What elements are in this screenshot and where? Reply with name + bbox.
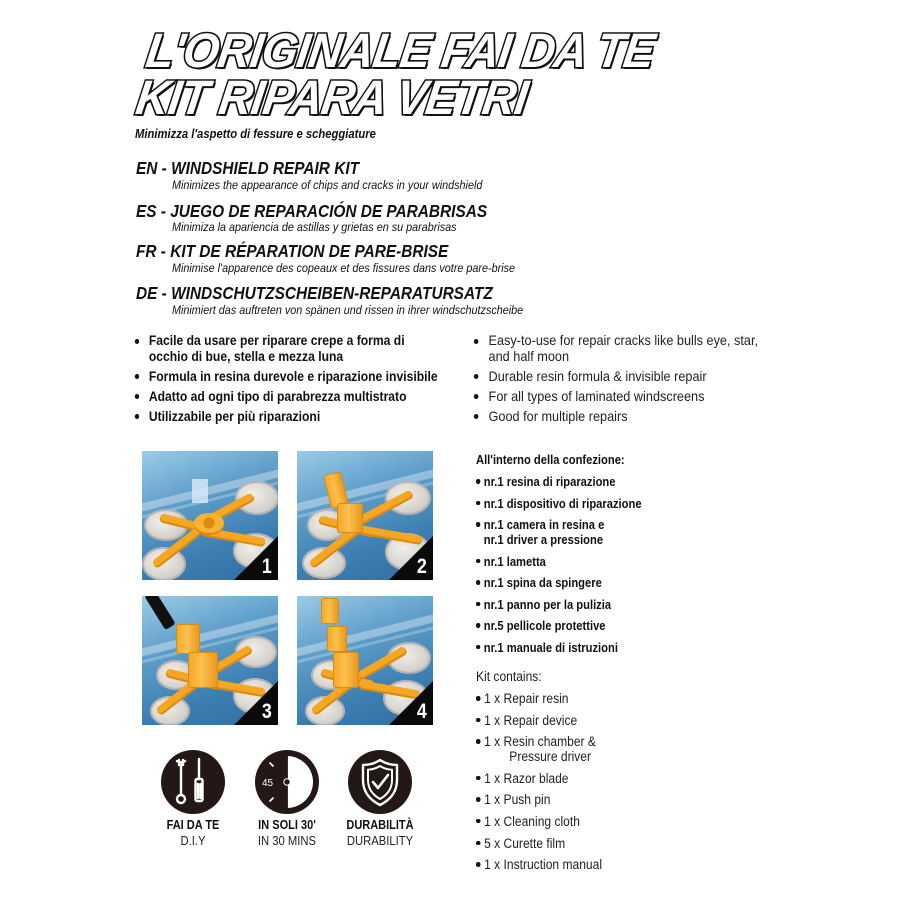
razor-tool: [144, 596, 175, 630]
kit-contents-en-heading: Kit contains:: [476, 669, 542, 684]
title-line-1: L'ORIGINALE FAI DA TE: [142, 22, 658, 78]
lang-desc-en: Minimizes the appearance of chips and cracks in your windshield: [172, 178, 483, 192]
kit-item-it: nr.1 resina di riparazione: [476, 474, 642, 489]
kit-item-it: nr.1 lametta: [476, 554, 642, 569]
feature-it-item: Utilizzabile per più riparazioni: [133, 409, 438, 425]
kit-item-it: nr.1 panno per la pulizia: [476, 597, 642, 612]
push-pin: [321, 598, 339, 624]
kit-item-en: 1 x Repair resin: [476, 691, 602, 706]
subtitle: Minimizza l'aspetto di fessure e scheggiature: [135, 127, 376, 141]
pressure-driver: [176, 624, 200, 654]
kit-item-en: 1 x Push pin: [476, 792, 602, 807]
tools-icon: [161, 750, 225, 814]
pressure-driver: [327, 626, 347, 652]
kit-item-it: nr.1 manuale di istruzioni: [476, 640, 642, 655]
step-photo-2: [297, 451, 433, 580]
feature-it-item: Formula in resina durevole e riparazione invisibile: [133, 369, 438, 385]
resin-chamber: [333, 652, 359, 688]
lang-desc-es: Minimiza la apariencia de astillas y grietas en su parabrisas: [172, 220, 457, 234]
timer-icon: [255, 750, 319, 814]
lang-desc-fr: Minimise l'apparence des copeaux et des fissures dans votre pare-brise: [172, 261, 516, 275]
feature-it-item: Adatto ad ogni tipo di parabrezza multistrato: [133, 389, 438, 405]
badge-time-label-it: IN SOLI 30': [258, 818, 316, 832]
lang-heading-fr: FR - KIT DE RÉPARATION DE PARE-BRISE: [136, 241, 449, 261]
step-number: 1: [262, 555, 273, 578]
kit-item-en: 5 x Curette film: [476, 836, 602, 851]
title-line-2: KIT RIPARA VETRI: [132, 69, 531, 125]
kit-item-it: nr.5 pellicole protettive: [476, 618, 642, 633]
kit-item-en: 1 x Instruction manual: [476, 857, 602, 872]
features-en: [472, 333, 758, 429]
kit-item-en: 1 x Resin chamber & Pressure driver: [476, 734, 602, 764]
kit-contents-it-heading: All'interno della confezione:: [476, 452, 625, 467]
features-it: [133, 333, 438, 429]
step-number: 2: [417, 555, 428, 578]
lang-heading-de: DE - WINDSCHUTZSCHEIBEN-REPARATURSATZ: [136, 283, 493, 303]
feature-en-item: Durable resin formula & invisible repair: [472, 369, 758, 385]
kit-item-en: 1 x Razor blade: [476, 771, 602, 786]
feature-en-item: Good for multiple repairs: [472, 409, 758, 425]
step-photo-3: [142, 596, 278, 725]
badge-durability-label-en: DURABILITY: [346, 834, 414, 848]
kit-item-it: nr.1 spina da spingere: [476, 575, 642, 590]
step-photo-1: [142, 451, 278, 580]
feature-en-item: For all types of laminated windscreens: [472, 389, 758, 405]
kit-item-en: 1 x Repair device: [476, 713, 602, 728]
resin-chamber: [188, 652, 218, 688]
kit-contents-it: [476, 452, 642, 661]
step-number: 4: [417, 700, 428, 723]
badge-diy-label-en: D.I.Y: [180, 834, 206, 848]
kit-item-it: nr.1 dispositivo di riparazione: [476, 496, 642, 511]
badge-durability-label-it: DURABILITÀ: [346, 818, 414, 832]
badge-time-label-en: IN 30 MINS: [257, 834, 317, 848]
lang-heading-en: EN - WINDSHIELD REPAIR KIT: [136, 158, 360, 178]
badge-diy-label-it: FAI DA TE: [166, 818, 220, 832]
kit-item-it: nr.1 camera in resina e nr.1 driver a pressione: [476, 517, 642, 547]
shield-check-icon: [348, 750, 412, 814]
feature-en-item: Easy-to-use for repair cracks like bulls eye, star, and half moon: [472, 333, 758, 364]
kit-item-en: 1 x Cleaning cloth: [476, 814, 602, 829]
device-hub: [194, 513, 224, 533]
feature-it-item: Facile da usare per riparare crepe a forma di occhio di bue, stella e mezza luna: [133, 333, 438, 364]
lang-desc-de: Minimiert das auftreten von spänen und rissen in ihrer windschutzscheibe: [172, 303, 524, 317]
resin-chamber-base: [337, 503, 363, 533]
svg-text:45: 45: [262, 778, 274, 789]
lang-heading-es: ES - JUEGO DE REPARACIÓN DE PARABRISAS: [136, 201, 488, 221]
step-number: 3: [262, 700, 273, 723]
mirror-mount: [192, 479, 208, 503]
step-photo-4: [297, 596, 433, 725]
kit-contents-en: [476, 669, 602, 879]
